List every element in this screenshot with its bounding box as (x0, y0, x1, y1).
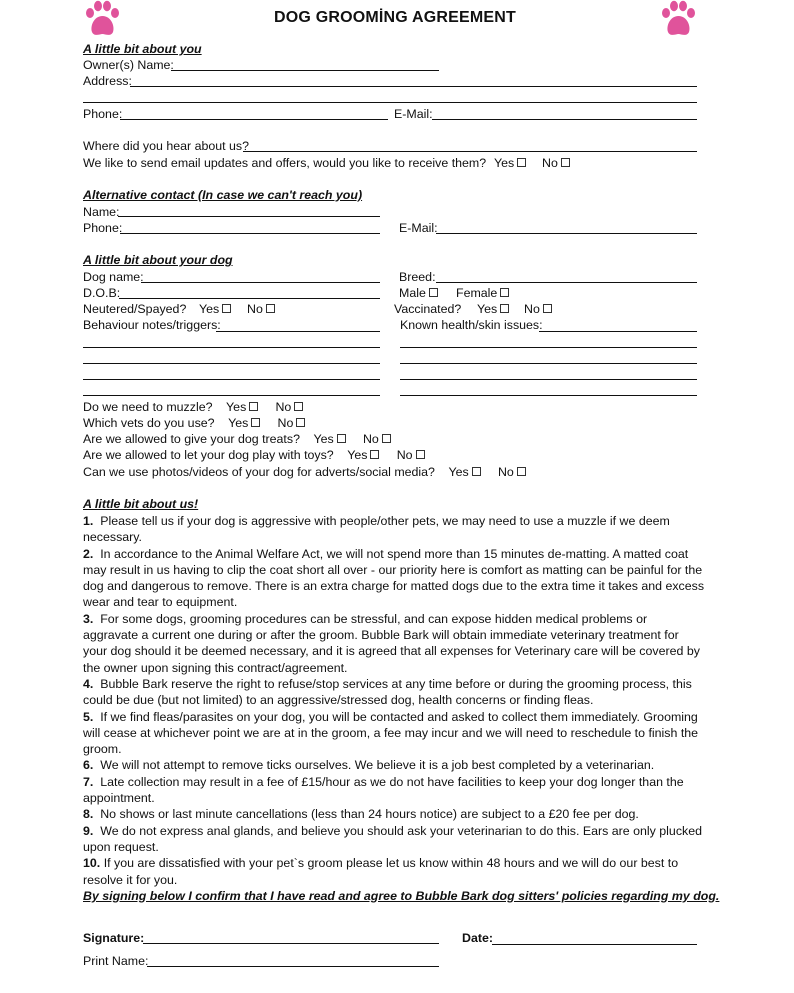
checkbox[interactable] (296, 418, 305, 427)
question-yes-option[interactable]: Yes (226, 400, 258, 414)
date-label: Date: (462, 931, 493, 945)
behaviour-label: Behaviour notes/triggers: (83, 318, 221, 332)
checkbox[interactable] (517, 158, 526, 167)
checkbox[interactable] (370, 450, 379, 459)
checkbox[interactable] (543, 304, 552, 313)
question-vets: Which vets do you use? Yes No (83, 416, 305, 430)
question-muzzle: Do we need to muzzle? Yes No (83, 400, 303, 414)
question-yes-option[interactable]: Yes (449, 465, 481, 479)
vaccinated-no-option[interactable]: No (524, 302, 552, 316)
address-field-line-2[interactable] (83, 102, 697, 103)
breed-label: Breed: (399, 270, 436, 284)
signature-label: Signature: (83, 931, 145, 945)
email-updates-no-option[interactable]: No (542, 156, 570, 170)
phone-field[interactable] (120, 119, 388, 120)
question-yes-option[interactable]: Yes (347, 448, 379, 462)
policy-item: 6. We will not attempt to remove ticks ourselves. We believe it is a job best completed by a veterinarian. (83, 758, 655, 773)
checkbox[interactable] (500, 288, 509, 297)
print-name-field[interactable] (147, 966, 439, 967)
question-no-option[interactable]: No (363, 432, 391, 446)
alt-name-label: Name: (83, 205, 120, 219)
checkbox[interactable] (472, 467, 481, 476)
date-field[interactable] (492, 944, 697, 945)
female-option[interactable]: Female (456, 286, 509, 300)
checkbox[interactable] (222, 304, 231, 313)
paw-print-icon (658, 0, 698, 40)
paw-print-icon (82, 0, 122, 40)
question-photos: Can we use photos/videos of your dog for adverts/social media? Yes No (83, 465, 526, 479)
question-treats: Are we allowed to give your dog treats? Yes No (83, 432, 391, 446)
referral-label: Where did you hear about us? (83, 139, 250, 153)
question-no-option[interactable]: No (397, 448, 425, 462)
checkbox[interactable] (517, 467, 526, 476)
checkbox[interactable] (561, 158, 570, 167)
question-no-option[interactable]: No (498, 465, 526, 479)
email-updates-label: We like to send email updates and offers, would you like to receive them? (83, 156, 487, 170)
confirmation-statement: By signing below I confirm that I have read and agree to Bubble Bark dog sitters' policies regarding my dog. (83, 888, 720, 903)
policy-item: 4. Bubble Bark reserve the right to refuse/stop services at any time before or during the grooming process, this could be due (but not limited) to an aggressive/stressed dog, health concerns or finding fleas. (83, 676, 692, 708)
dog-name-field[interactable] (141, 282, 380, 283)
owner-name-label: Owner(s) Name: (83, 58, 174, 72)
health-field-line[interactable] (400, 379, 697, 380)
health-field[interactable] (539, 331, 697, 332)
question-toys: Are we allowed to let your dog play with toys? Yes No (83, 448, 425, 462)
checkbox[interactable] (429, 288, 438, 297)
neutered-label: Neutered/Spayed? (83, 302, 187, 316)
question-yes-option[interactable]: Yes (314, 432, 346, 446)
breed-field[interactable] (436, 282, 697, 283)
checkbox[interactable] (337, 434, 346, 443)
alt-email-label: E-Mail: (399, 221, 438, 235)
checkbox[interactable] (500, 304, 509, 313)
email-field[interactable] (432, 119, 697, 120)
signature-field[interactable] (143, 943, 439, 944)
alt-phone-field[interactable] (120, 233, 380, 234)
print-name-label: Print Name: (83, 954, 149, 968)
policy-item: 8. No shows or last minute cancellations (less than 24 hours notice) are subject to a £20 fee per dog. (83, 807, 639, 822)
behaviour-field-line[interactable] (83, 347, 380, 348)
checkbox[interactable] (266, 304, 275, 313)
referral-field[interactable] (243, 151, 697, 152)
dob-label: D.O.B: (83, 286, 121, 300)
alt-name-field[interactable] (118, 216, 380, 217)
checkbox[interactable] (382, 434, 391, 443)
address-label: Address: (83, 74, 132, 88)
vaccinated-yes-option[interactable]: Yes (477, 302, 509, 316)
section-heading-alt-contact: Alternative contact (In case we can't reach you) (83, 188, 363, 202)
neutered-no-option[interactable]: No (247, 302, 275, 316)
policy-item: 3. For some dogs, grooming procedures can be stressful, and can expose hidden medical problems or aggravate a current one during or after the groom. Bubble Bark will obtain immediate veterinary treatment for your dog should it be deemed necessary, and it is agreed that all expenses for Veterinary care will be covered by the owner upon signing this contract/agreement. (83, 611, 700, 675)
section-heading-owner: A little bit about you (83, 42, 202, 56)
owner-name-field[interactable] (171, 70, 439, 71)
health-field-line[interactable] (400, 395, 697, 396)
alt-email-field[interactable] (436, 233, 697, 234)
email-updates-yes-option[interactable]: Yes (494, 156, 526, 170)
policy-item: 5. If we find fleas/parasites on your dog, you will be contacted and asked to collect them immediately. Grooming will cease at whichever point we are at in the groom, a fee may incur and we will need to reschedule to finish the groom. (83, 709, 699, 757)
vaccinated-label: Vaccinated? (394, 302, 462, 316)
health-field-line[interactable] (400, 363, 697, 364)
behaviour-field-line[interactable] (83, 363, 380, 364)
policy-item: 1. Please tell us if your dog is aggressive with people/other pets, we may need to use a muzzle if we deem necessary. (83, 514, 670, 545)
checkbox[interactable] (251, 418, 260, 427)
page-title: DOG GROOMİNG AGREEMENT (274, 9, 517, 26)
health-label: Known health/skin issues: (400, 318, 543, 332)
policies-list (83, 513, 720, 904)
section-heading-dog: A little bit about your dog (83, 253, 233, 267)
question-no-option[interactable]: No (278, 416, 306, 430)
policy-item: 10. If you are dissatisfied with your pet`s groom please let us know within 48 hours and we will do our best to resolve it for you. (83, 856, 679, 887)
dob-field[interactable] (119, 298, 380, 299)
behaviour-field[interactable] (216, 331, 380, 332)
checkbox[interactable] (249, 402, 258, 411)
male-option[interactable]: Male (399, 286, 438, 300)
section-heading-policies: A little bit about us! (83, 497, 199, 511)
phone-label: Phone: (83, 107, 123, 121)
policy-item: 2. In accordance to the Animal Welfare Act, we will not spend more than 15 minutes de-matting. A matted coat may result in us having to clip the coat short all over - our priority here is comfort as matting can be painful for the dog and dangerous to remove. There is an extra charge for matted dogs due to the extra time it takes and excess wear and tear to equipment. (83, 546, 705, 610)
policy-item: 7. Late collection may result in a fee of £15/hour as we do not have facilities to keep your dog longer than the appointment. (83, 774, 684, 806)
email-label: E-Mail: (394, 107, 433, 121)
checkbox[interactable] (294, 402, 303, 411)
behaviour-field-line[interactable] (83, 379, 380, 380)
question-yes-option[interactable]: Yes (228, 416, 260, 430)
behaviour-field-line[interactable] (83, 395, 380, 396)
question-no-option[interactable]: No (275, 400, 303, 414)
dog-name-label: Dog name: (83, 270, 144, 284)
health-field-line[interactable] (400, 347, 697, 348)
policy-item: 9. We do not express anal glands, and believe you should ask your veterinarian to do this. Ears are only plucked upon request. (83, 823, 702, 854)
alt-phone-label: Phone: (83, 221, 123, 235)
neutered-yes-option[interactable]: Yes (199, 302, 231, 316)
checkbox[interactable] (416, 450, 425, 459)
address-field[interactable] (130, 86, 697, 87)
